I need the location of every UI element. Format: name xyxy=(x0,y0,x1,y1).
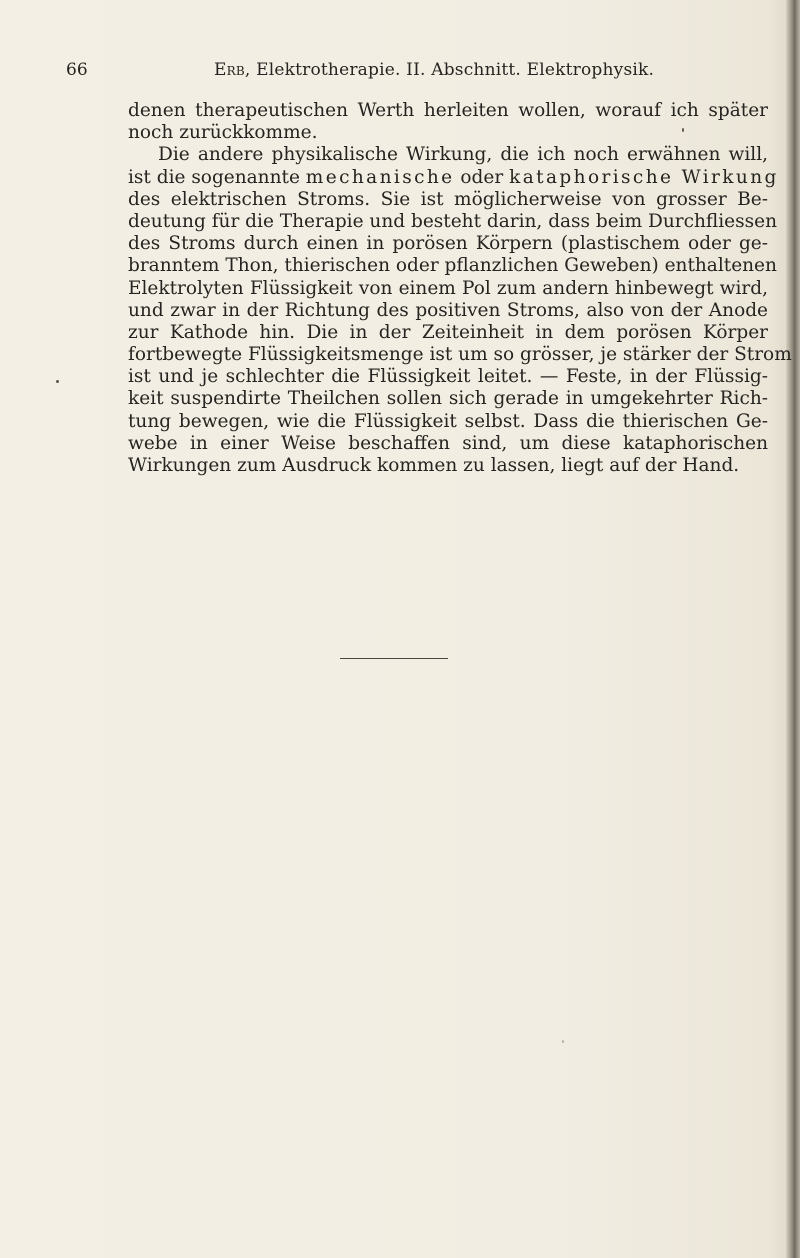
text-line: zur Kathode hin. Die in der Zeiteinheit in dem porösen Körper xyxy=(128,321,768,343)
book-binding-edge xyxy=(786,0,800,1258)
text-line: branntem Thon, thierischen oder pflanzlichen Geweben) enthaltenen xyxy=(128,255,777,277)
text-line: keit suspendirte Theilchen sollen sich gerade in umgekehrter Rich- xyxy=(128,388,768,410)
text-line: und zwar in der Richtung des positiven Stroms, also von der Anode xyxy=(128,299,768,321)
author-name: Erb xyxy=(214,60,245,80)
text-line: webe in einer Weise beschaffen sind, um diese kataphorischen xyxy=(128,432,768,454)
text-line: fortbewegte Flüssigkeitsmenge ist um so grösser, je stärker der Strom xyxy=(128,344,792,366)
paper-speck xyxy=(562,1040,564,1043)
text-line: noch zurückkomme. xyxy=(128,122,318,144)
section-end-rule xyxy=(340,658,448,659)
body-paragraph xyxy=(128,100,792,477)
text-line: des Stroms durch einen in porösen Körpern (plastischem oder ge- xyxy=(128,233,768,255)
text-line: des elektrischen Stroms. Sie ist möglicherweise von grosser Be- xyxy=(128,188,768,210)
running-header xyxy=(66,56,766,84)
text-line: deutung für die Therapie und besteht darin, dass beim Durchfliessen xyxy=(128,210,777,232)
paper-speck xyxy=(56,380,59,383)
text-line: Elektrolyten Flüssigkeit von einem Pol zum andern hinbewegt wird, xyxy=(128,277,768,299)
emphasis-kataphorische: kataphorische Wirkung xyxy=(509,166,779,188)
text-line: Wirkungen zum Ausdruck kommen zu lassen, liegt auf der Hand. xyxy=(128,455,740,476)
page-number: 66 xyxy=(66,60,88,80)
text-line: denen therapeutischen Werth herleiten wollen, worauf ich später xyxy=(128,100,768,121)
emphasis-mechanische: mechanische xyxy=(305,166,455,188)
text-line: tung bewegen, wie die Flüssigkeit selbst. Dass die thierischen Ge- xyxy=(128,410,768,432)
text-line: ist die sogenannte mechanische oder kataphorische Wirkung xyxy=(128,166,779,188)
running-title-text: , Elektrotherapie. II. Abschnitt. Elektrophysik. xyxy=(244,60,655,80)
text-line: ist und je schlechter die Flüssigkeit leitet. — Feste, in der Flüssig- xyxy=(128,366,768,388)
text-line: Die andere physikalische Wirkung, die ich noch erwähnen will, xyxy=(158,144,768,166)
paper-speck xyxy=(682,128,684,132)
running-title xyxy=(214,56,654,84)
